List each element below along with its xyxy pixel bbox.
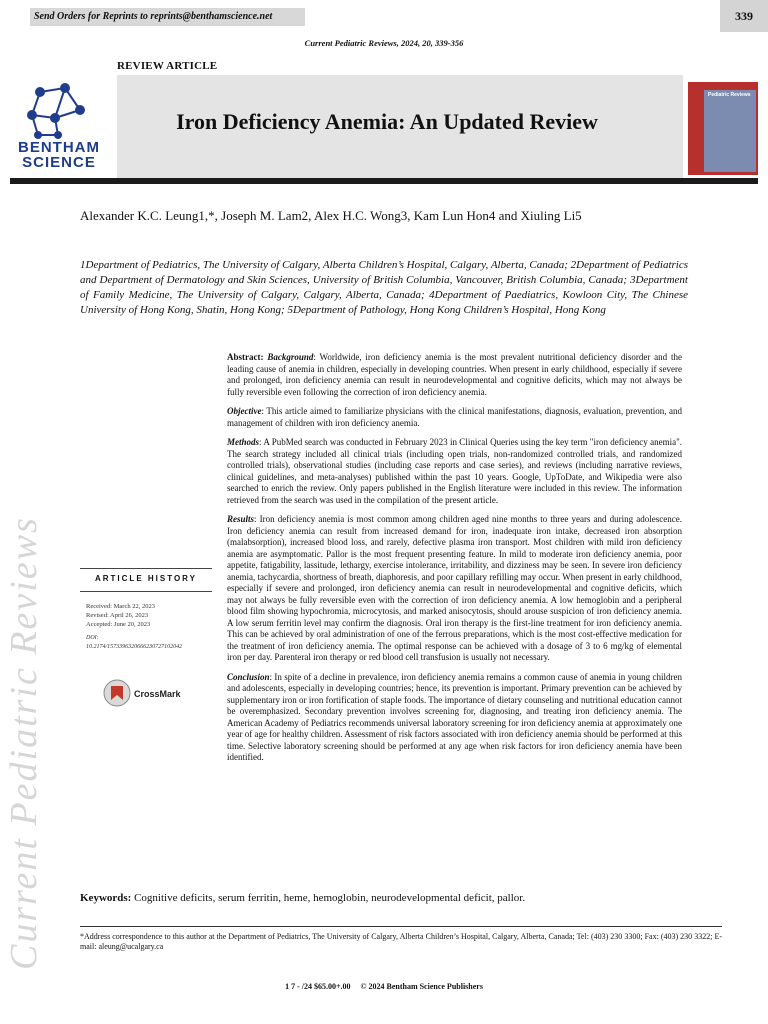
correspondence-note: *Address correspondence to this author at the Department of Pediatrics, The University of Calgary, Alberta Children’s Hospital, Calgary, Alberta, Canada; Tel: (403) 230 3300; Fax: (403) 230 3322; E-mail: aleung@ucalgary.ca: [80, 932, 722, 951]
publisher-logo-line2: SCIENCE: [22, 154, 96, 171]
received-date: Received: March 22, 2023: [86, 603, 155, 610]
abstract-objective: Objective: This article aimed to familiarize physicians with the clinical manifestations, diagnosis, evaluation, prevention, and management of children with iron deficiency anemia.: [227, 406, 682, 428]
affiliations: 1Department of Pediatrics, The University of Calgary, Alberta Children’s Hospital, Calgary, Alberta, Canada; 2Department of Pediatrics and Department of Dermatology and Skin Sciences, University of British Columbia, Vancouver, British Columbia, Canada; 3Department of Family Medicine, The University of Calgary, Calgary, Alberta, Canada; 4Department of Paediatrics, Kowloon City, The Chinese University of Hong Kong, Shatin, Hong Kong; 5Department of Pathology, Hong Kong Children’s Hospital, Hong Kong: [80, 259, 688, 316]
page-footer: [0, 982, 768, 991]
cover-title: Pediatric Reviews: [708, 92, 751, 98]
journal-watermark: Current Pediatric Reviews: [3, 516, 45, 970]
article-history-dates: [86, 602, 155, 629]
header-rule: [10, 178, 758, 184]
crossmark-label[interactable]: CrossMark: [134, 689, 181, 699]
abstract-background: Abstract: Background: Worldwide, iron deficiency anemia is the most prevalent nutritional deficiency disorder and the leading cause of anemia in children, especially in developing countries. When present in early childhood, especially if severe and prolonged, iron deficiency anemia can result in neurodevelopmental and cognitive deficits, which may not always be fully reversible even following the correction of iron deficiency anemia.: [227, 352, 683, 397]
doi-label: DOI:: [86, 635, 99, 641]
doi[interactable]: [86, 634, 182, 652]
article-history-title: ARTICLE HISTORY: [94, 574, 197, 583]
doi-value: 10.2174/1573396320666230727102042: [86, 644, 183, 650]
keywords-label: Keywords:: [80, 892, 132, 904]
article-title: Iron Deficiency Anemia: An Updated Review: [176, 109, 598, 134]
revised-date: Revised: April 26, 2023: [86, 612, 149, 619]
abstract-conclusion: Conclusion: In spite of a decline in prevalence, iron deficiency anemia remains a common cause of anemia in young children and adolescents, especially in developing countries; hence, its prevention is important. Primary prevention can be achieved by supplementary iron or iron fortification of staple foods. The importance of dietary counseling and nutritional education cannot be overemphasized. Secondary prevention involves screening for, diagnosing, and treating iron deficiency anemia. The American Academy of Pediatrics recommends universal laboratory screening for iron deficiency anemia at approximately one year of age for healthy children. Assessment of risk factors associated with iron deficiency anemia should be performed at this time. Selective laboratory screening should be performed at any age when risk factors for iron deficiency anemia have been identified.: [227, 671, 682, 762]
page-number: 339: [720, 0, 768, 32]
journal-cover-thumbnail: [688, 82, 758, 175]
issn-price: 1 7 - /24 $65.00+.00: [285, 982, 351, 991]
keywords-text: Cognitive deficits, serum ferritin, heme, hemoglobin, neurodevelopmental deficit, pallor.: [134, 892, 526, 904]
publisher-logo-line1: BENTHAM: [18, 139, 100, 156]
author-list: Alexander K.C. Leung1,*, Joseph M. Lam2, Alex H.C. Wong3, Kam Lun Hon4 and Xiuling Li5: [80, 208, 582, 223]
reprints-notice: Send Orders for Reprints to reprints@benthamscience.net: [30, 8, 305, 26]
copyright: © 2024 Bentham Science Publishers: [360, 982, 483, 991]
publisher-logo-text: [10, 140, 108, 170]
article-type: REVIEW ARTICLE: [117, 60, 218, 72]
keywords: [80, 892, 720, 904]
journal-citation: Current Pediatric Reviews, 2024, 20, 339-356: [304, 38, 464, 48]
abstract-results: Results: Iron deficiency anemia is most common among children aged nine months to three years and during adolescence. Iron deficiency anemia can result from increased demand for iron, inadequate iron intake, decreased iron absorption (malabsorption), increased blood loss, and rarely, defective plasma iron transport. Most children with mild iron deficiency anemia are asymptomatic. Pallor is the most frequent presenting feature. In mild to moderate iron deficiency anemia, poor appetite, fatigability, lassitude, lethargy, exercise intolerance, irritability, and dizziness may be seen. In severe iron deficiency anemia, tachycardia, shortness of breath, diaphoresis, and poor capillary refilling may occur. When present in early childhood, especially if severe and prolonged, iron deficiency anemia can result in neurodevelopmental and cognitive deficits, which may not always be fully reversible even with the correction of iron deficiency anemia. A low hemoglobin and a peripheral blood film showing hypochromia, microcytosis, and marked anisocytosis, should arouse suspicion of iron deficiency anemia. A low serum ferritin level may confirm the diagnosis. Oral iron therapy is the first-line treatment for iron deficiency anemia. This can be achieved by oral administration of one of the ferrous preparations, which is the most cost-effective medication for the treatment of iron deficiency anemia. The optimal response can be achieved with a dosage of 3 to 6 mg/kg of elemental iron per day. Parenteral iron therapy or red blood cell transfusion is usually not necessary.: [227, 514, 682, 662]
abstract-methods: Methods: A PubMed search was conducted in February 2023 in Clinical Queries using the key term "iron deficiency anemia". The search strategy included all clinical trials (including open trials, non-randomized controlled trials, and randomized controlled trials), observational studies (including case reports and case series), and reviews (including narrative reviews, clinical guidelines, and meta-analyses) published within the past 10 years. Google, UpToDate, and Wikipedia were also searched to enrich the review. Only papers published in the English literature were included in this review. The information retrieved from the search was used in the compilation of the present article.: [227, 437, 682, 505]
accepted-date: Accepted: June 20, 2023: [86, 621, 151, 628]
footnote-rule: [80, 926, 722, 927]
abstract: [227, 352, 682, 772]
